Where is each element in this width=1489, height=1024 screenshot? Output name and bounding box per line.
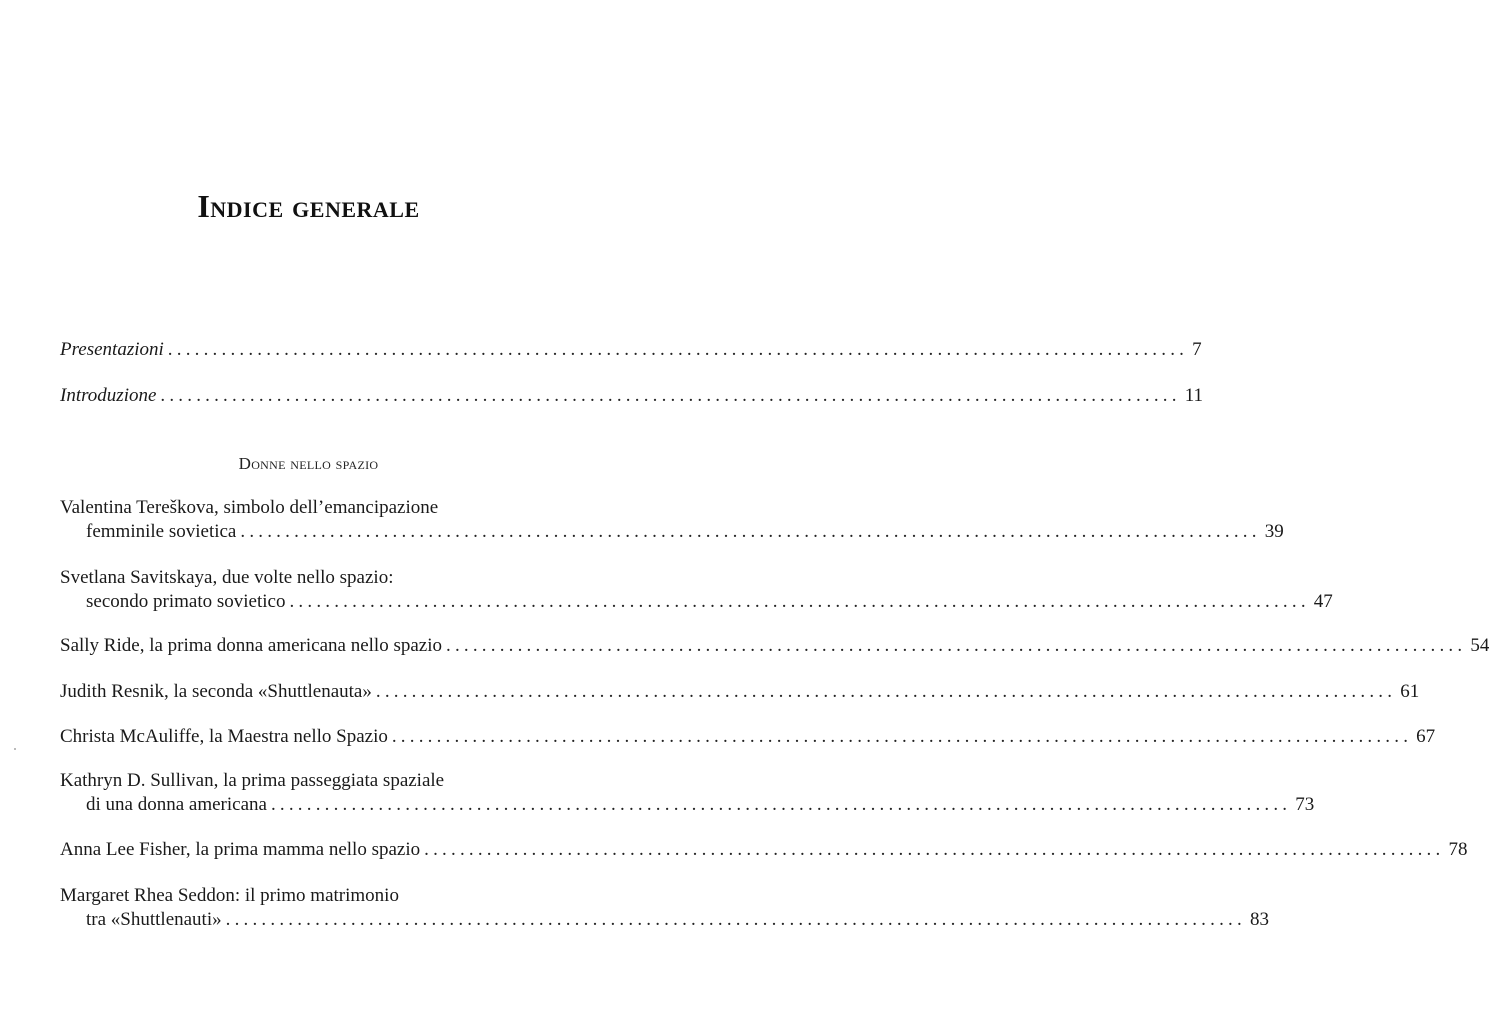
toc-entry-title: Presentazioni bbox=[60, 339, 164, 360]
toc-entry-mcauliffe bbox=[60, 725, 1436, 749]
toc-entry-title-line1: Kathryn D. Sullivan, la prima passeggiata spaziale bbox=[60, 770, 445, 791]
leader-dots: .................................................................................................................. bbox=[446, 635, 1467, 656]
toc-page-number: 39 bbox=[1264, 521, 1284, 542]
leader-dots: .................................................................................................................. bbox=[289, 591, 1310, 612]
toc-page-number: 47 bbox=[1313, 591, 1333, 612]
toc-page-number: 61 bbox=[1400, 681, 1420, 702]
leader-dots: .................................................................................................................. bbox=[375, 681, 1397, 702]
toc-entry-tereskova bbox=[60, 496, 1284, 544]
toc-entry-title: Christa McAuliffe, la Maestra nello Spazio bbox=[60, 726, 388, 747]
toc-entry-title: Introduzione bbox=[60, 385, 157, 406]
leader-dots: .................................................................................................................. bbox=[167, 339, 1189, 360]
toc-entry-title-line1: Margaret Rhea Seddon: il primo matrimonio bbox=[60, 885, 399, 906]
toc-page-number: 7 bbox=[1192, 339, 1202, 360]
toc-entry-title-line2: femminile sovietica bbox=[86, 521, 237, 542]
toc-entry-sullivan bbox=[60, 769, 1315, 817]
page-title: Indice generale bbox=[197, 188, 420, 224]
toc-page-number: 11 bbox=[1184, 385, 1204, 406]
toc-entry-introduzione bbox=[60, 384, 1204, 408]
leader-dots: .................................................................................................................. bbox=[391, 726, 1413, 747]
leader-dots: .................................................................................................................. bbox=[270, 794, 1292, 815]
toc-page-number: 83 bbox=[1249, 909, 1269, 930]
toc-entry-seddon bbox=[60, 884, 1269, 932]
toc-entry-title-line2: secondo primato sovietico bbox=[86, 591, 286, 612]
toc-entry-ride bbox=[60, 634, 1489, 658]
leader-dots: .................................................................................................................. bbox=[225, 909, 1246, 930]
toc-page-number: 73 bbox=[1295, 794, 1315, 815]
toc-entry-presentazioni bbox=[60, 338, 1202, 362]
toc-entry-title: Judith Resnik, la seconda «Shuttlenauta» bbox=[60, 681, 372, 702]
toc-entry-resnik bbox=[60, 680, 1420, 704]
toc-entry-title-line2: di una donna americana bbox=[86, 794, 267, 815]
toc-entry-title: Anna Lee Fisher, la prima mamma nello spazio bbox=[60, 839, 421, 860]
leader-dots: .................................................................................................................. bbox=[240, 521, 1261, 542]
toc-entry-title-line1: Svetlana Savitskaya, due volte nello spazio: bbox=[60, 567, 394, 588]
toc-page-number: 78 bbox=[1448, 839, 1468, 860]
toc-entry-fisher bbox=[60, 838, 1468, 862]
toc-entry-title-line2: tra «Shuttlenauti» bbox=[86, 909, 222, 930]
leader-dots: .................................................................................................................. bbox=[160, 385, 1181, 406]
section-heading: Donne nello spazio bbox=[238, 454, 379, 473]
toc-entry-title: Sally Ride, la prima donna americana nello spazio bbox=[60, 635, 442, 656]
toc-page-number: 54 bbox=[1470, 635, 1489, 656]
margin-speck bbox=[14, 748, 16, 750]
toc-entry-title-line1: Valentina Tereškova, simbolo dell’emancipazione bbox=[60, 497, 439, 518]
toc-page-number: 67 bbox=[1416, 726, 1436, 747]
toc-entry-savitskaya bbox=[60, 566, 1333, 614]
leader-dots: .................................................................................................................. bbox=[424, 839, 1445, 860]
